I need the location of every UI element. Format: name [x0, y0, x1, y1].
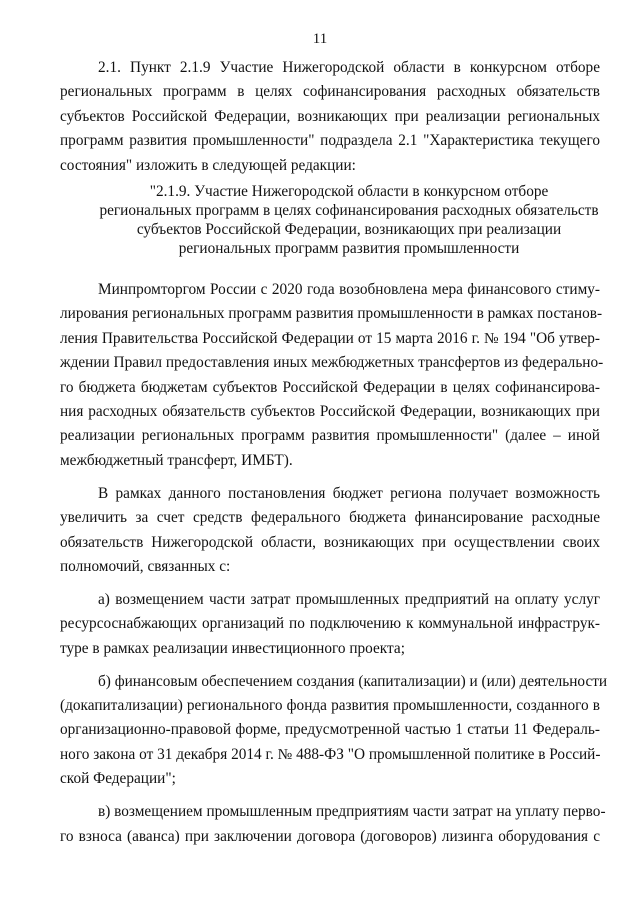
text-line: ного закона от 31 декабря 2014 г. № 488-ФЗ "О промышленной политике в Россий-	[60, 745, 601, 763]
text-line: организационно-правовой форме, предусмотренной частью 1 статьи 11 Федераль-	[60, 721, 600, 739]
text-line: 2.1. Пункт 2.1.9 Участие Нижегородской области в конкурсном отборе	[98, 59, 600, 76]
body-paragraph	[60, 800, 606, 849]
text-line: а) возмещением части затрат промышленных предприятий на оплату услуг	[98, 590, 600, 608]
text-line: полномочий, связанных с:	[60, 558, 231, 575]
text-line: б) финансовым обеспечением создания (капитализации) и (или) деятельности	[98, 672, 608, 690]
document-body	[60, 56, 608, 857]
text-line: туре в рамках реализации инвестиционного проекта;	[60, 639, 405, 657]
heading-line: "2.1.9. Участие Нижегородской области в конкурсном отборе	[149, 183, 549, 201]
text-line: В рамках данного постановления бюджет региона получает возможность	[98, 484, 600, 502]
intro-paragraph	[60, 56, 600, 178]
text-line: (докапитализации) регионального фонда развития промышленности, созданного в	[60, 697, 600, 715]
section-heading	[60, 182, 600, 258]
text-line: го взноса (аванса) при заключении договора (договоров) лизинга оборудования с	[60, 827, 600, 845]
text-line: региональных программ в целях софинансирования расходных обязательств	[60, 83, 600, 101]
text-line: состояния" изложить в следующей редакции:	[60, 156, 356, 174]
page-number: 11	[312, 31, 328, 47]
heading-line: субъектов Российской Федерации, возникающих при реализации	[136, 221, 562, 239]
text-line: ресурсоснабжающих организаций по подключению к коммунальной инфраструк-	[60, 615, 600, 633]
text-line: в) возмещением промышленным предприятиям части затрат на уплату перво-	[98, 803, 606, 821]
text-line: лирования региональных программ развития промышленности в рамках постанов-	[60, 305, 603, 323]
text-line: реализации региональных программ развития промышленности" (далее – иной	[60, 427, 600, 445]
body-paragraph	[60, 278, 604, 473]
body-paragraph	[60, 670, 608, 792]
text-line: обязательств Нижегородской области, возникающих при осуществлении своих	[60, 533, 600, 551]
body-paragraph	[60, 482, 600, 580]
text-line: программ развития промышленности" подраздела 2.1 "Характеристика текущего	[60, 132, 600, 150]
text-line: ния расходных обязательств субъектов Российской Федерации, возникающих при	[60, 403, 600, 421]
body-paragraph	[60, 588, 600, 661]
heading-line: региональных программ в целях софинансирования расходных обязательств	[99, 202, 599, 220]
heading-line: региональных программ развития промышленности	[178, 240, 520, 258]
text-line: межбюджетный трансферт, ИМБТ).	[60, 451, 293, 469]
text-line: ской Федерации";	[60, 770, 176, 788]
text-line: ления Правительства Российской Федерации от 15 марта 2016 г. № 194 "Об утвер-	[60, 329, 600, 347]
text-line: Минпромторгом России с 2020 года возобновлена мера финансового стиму-	[98, 281, 600, 299]
text-line: го бюджета бюджетам субъектов Российской Федерации в целях софинансирова-	[60, 378, 600, 396]
text-line: увеличить за счет средств федерального бюджета финансирование расходные	[60, 509, 600, 527]
text-line: субъектов Российской Федерации, возникающих при реализации региональных	[60, 107, 600, 125]
text-line: ждении Правил предоставления иных межбюджетных трансфертов из федерально-	[60, 354, 604, 372]
